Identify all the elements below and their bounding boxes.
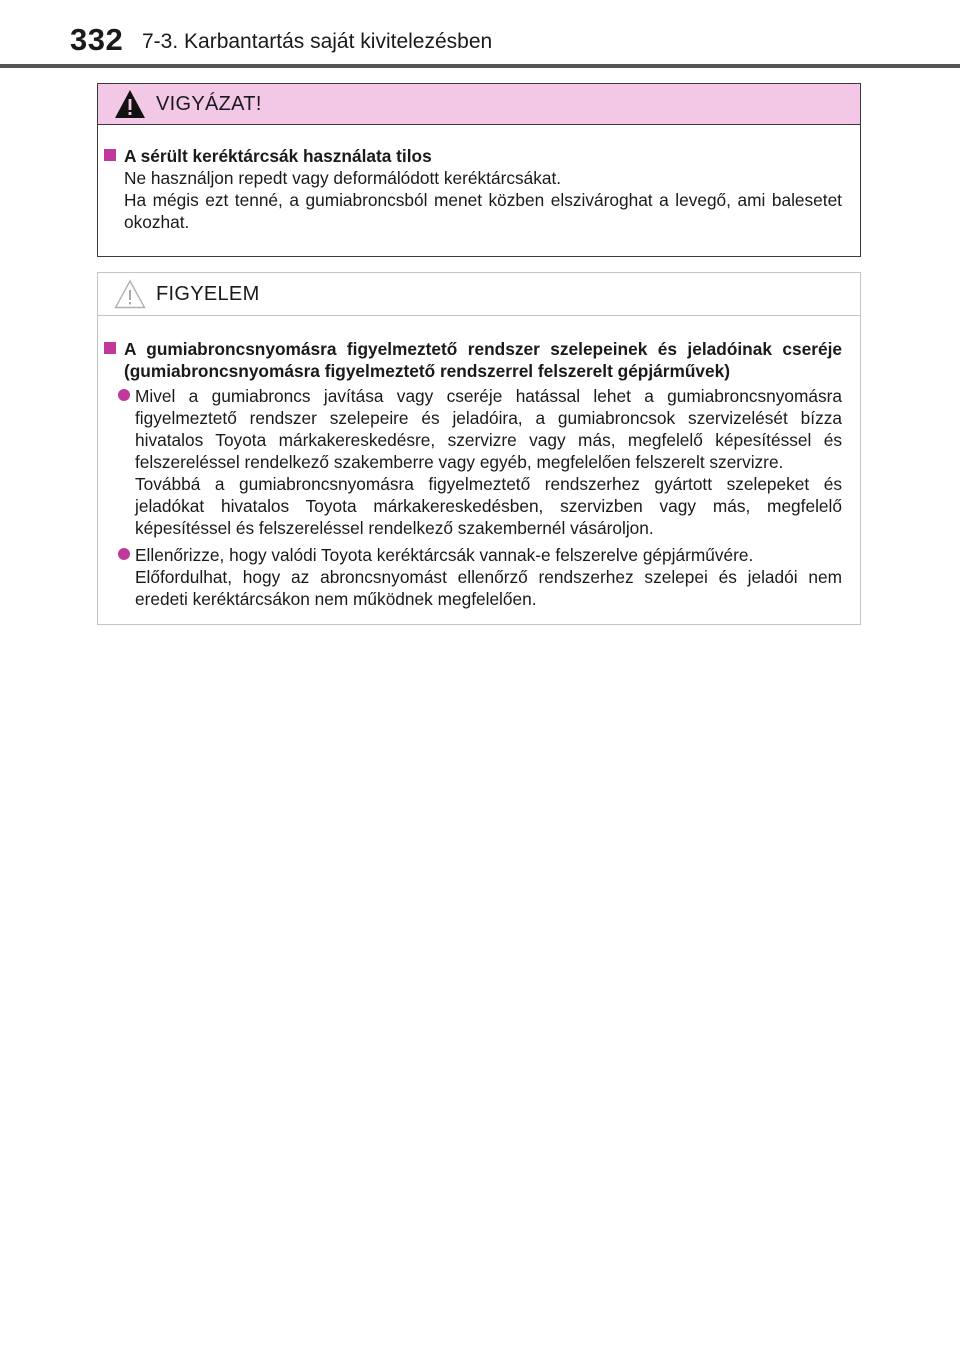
notice-bullet-item <box>118 544 842 610</box>
bullet-paragraph: Továbbá a gumiabroncsnyomásra figyelmeztető rendszerhez gyártott szelepeket és jeladókat hivatalos Toyota márkakereskedésben, szervizben vagy más, megfelelő képesítéssel és felszereléssel rendelkező szakembernél vásároljon. <box>135 474 842 538</box>
square-bullet-icon <box>104 342 116 354</box>
bullet-paragraph: Ellenőrizze, hogy valódi Toyota keréktárcsák vannak-e felszerelve gépjárművére. <box>135 545 754 565</box>
notice-bullet-item <box>118 385 842 539</box>
caution-triangle-outline-icon <box>114 279 146 309</box>
round-bullet-icon <box>118 548 130 560</box>
bullet-paragraph: Mivel a gumiabroncs javítása vagy cseréje hatással lehet a gumiabroncsnyomásra figyelmeztető rendszer szelepeire és jeladóira, a gumiabroncsok szervizelését bízza hivatalos Toyota márkakereskedésre, szervizre vagy más, megfelelő képesítéssel és felszereléssel rendelkező szakemberre vagy egyéb, megfelelően felszerelt szervizre. <box>135 386 842 472</box>
warning-box <box>97 83 861 257</box>
section-title: 7-3. Karbantartás saját kivitelezésben <box>142 30 493 53</box>
warning-heading-row <box>104 145 842 167</box>
warning-box-header <box>98 84 860 125</box>
warning-line: Ha mégis ezt tenné, a gumiabroncsból menet közben elszivároghat a levegő, ami balesetet okozhat. <box>124 190 842 232</box>
bullet-paragraph: Előfordulhat, hogy az abroncsnyomást ellenőrző rendszerhez szelepei és jeladói nem eredeti keréktárcsákon nem működnek megfelelően. <box>135 567 842 609</box>
notice-box <box>97 272 861 625</box>
header-rule <box>0 64 960 68</box>
warning-label: VIGYÁZAT! <box>156 92 262 115</box>
notice-box-body <box>98 316 860 610</box>
round-bullet-icon <box>118 389 130 401</box>
notice-label: FIGYELEM <box>156 282 260 305</box>
warning-heading: A sérült keréktárcsák használata tilos <box>124 146 432 166</box>
notice-heading: A gumiabroncsnyomásra figyelmeztető rendszer szelepeinek és jeladóinak cseréje (gumiabroncsnyomásra figyelmeztető rendszerrel felszerelt gépjárművek) <box>124 339 842 381</box>
warning-box-body <box>98 125 860 233</box>
square-bullet-icon <box>104 149 116 161</box>
notice-box-header <box>98 273 860 316</box>
warning-triangle-icon <box>114 89 146 119</box>
page-header <box>0 0 960 70</box>
notice-heading-row <box>104 338 842 382</box>
warning-line: Ne használjon repedt vagy deformálódott keréktárcsákat. <box>124 168 562 188</box>
page-number: 332 <box>70 22 124 57</box>
